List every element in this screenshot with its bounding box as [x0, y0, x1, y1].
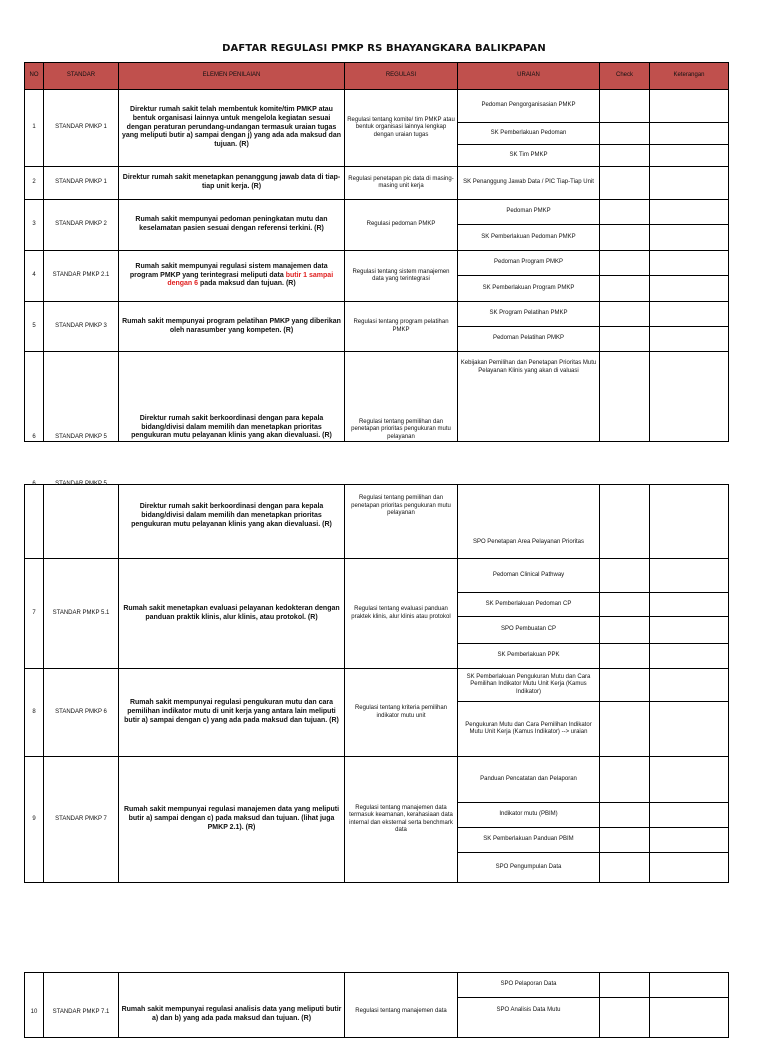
check-cell[interactable]	[600, 998, 650, 1038]
table-row	[25, 167, 729, 200]
row-no: 8	[25, 669, 44, 757]
check-cell[interactable]	[600, 853, 650, 883]
row-regulasi: Regulasi tentang manajemen data termasuk keamanan, kerahasiaan data internal dan eksternal serta benchmark data	[345, 757, 458, 883]
row-regulasi: Regulasi tentang manajemen data	[345, 973, 458, 1038]
row-no: 1	[25, 90, 44, 167]
row-uraian: Pedoman PMKP	[458, 200, 600, 225]
keterangan-cell[interactable]	[650, 757, 729, 803]
check-cell[interactable]	[600, 593, 650, 617]
check-cell[interactable]	[600, 828, 650, 853]
page-section-2	[0, 481, 768, 881]
check-cell[interactable]	[600, 803, 650, 828]
row-uraian: SK Pemberlakuan Panduan PBIM	[458, 828, 600, 853]
row-standar: STANDAR PMKP 6	[44, 669, 119, 757]
row-uraian: SK Pemberlakuan Pengukuran Mutu dan Cara Pemilihan Indikator Mutu Unit Kerja (Kamus Indikator)	[458, 669, 600, 702]
row-uraian: Kebijakan Pemilihan dan Penetapan Prioritas Mutu Pelayanan Klinis yang akan di valuasi	[458, 352, 600, 442]
row-elemen: Rumah sakit mempunyai regulasi manajemen data yang meliputi butir a) sampai dengan c) pada maksud dan tujuan. (lihat juga PMKP 2.1). (R)	[119, 757, 345, 883]
row-elemen: Direktur rumah sakit berkoordinasi dengan para kepala bidang/divisi dalam memilih dan menetapkan prioritas pengukuran mutu pelayanan klinis yang akan dievaluasi. (R)	[119, 485, 345, 559]
keterangan-cell[interactable]	[650, 853, 729, 883]
row-standar: STANDAR PMKP 7	[44, 757, 119, 883]
check-cell[interactable]	[600, 302, 650, 327]
check-cell[interactable]	[600, 327, 650, 352]
keterangan-cell[interactable]	[650, 200, 729, 225]
check-cell[interactable]	[600, 702, 650, 757]
row-uraian: SPO Pelaporan Data	[458, 973, 600, 998]
keterangan-cell[interactable]	[650, 593, 729, 617]
row-no: 5	[25, 302, 44, 352]
row-standar: STANDAR PMKP 2	[44, 200, 119, 251]
check-cell[interactable]	[600, 352, 650, 442]
row-uraian: SK Tim PMKP	[458, 145, 600, 167]
row-uraian: SK Pemberlakuan Pedoman	[458, 123, 600, 145]
keterangan-cell[interactable]	[650, 644, 729, 669]
row-standar: STANDAR PMKP 1	[44, 90, 119, 167]
row-no: 2	[25, 167, 44, 200]
row-elemen: Rumah sakit mempunyai pedoman peningkatan mutu dan keselamatan pasien sesuai dengan referensi terkini. (R)	[119, 200, 345, 251]
check-cell[interactable]	[600, 973, 650, 998]
row-no: 6	[32, 481, 36, 487]
keterangan-cell[interactable]	[650, 559, 729, 593]
check-cell[interactable]	[600, 145, 650, 167]
keterangan-cell[interactable]	[650, 617, 729, 644]
row-regulasi: Regulasi tentang komite/ tim PMKP atau bentuk organisasi lainnya lengkap dengan uraian tugas	[345, 90, 458, 167]
regulation-table-part-3	[24, 972, 729, 1038]
row-uraian: SPO Penetapan Area Pelayanan Prioritas	[458, 485, 600, 559]
row-no: 3	[25, 200, 44, 251]
row-uraian: SK Pemberlakuan PPK	[458, 644, 600, 669]
row-standar: STANDAR PMKP 2.1	[44, 251, 119, 302]
check-cell[interactable]	[600, 617, 650, 644]
row-uraian: Pedoman Pengorganisasian PMKP	[458, 90, 600, 123]
row-uraian: Panduan Pencatatan dan Pelaporan	[458, 757, 600, 803]
row-uraian: SK Pemberlakuan Program PMKP	[458, 276, 600, 302]
row-uraian: SPO Pembuatan CP	[458, 617, 600, 644]
row-uraian: SK Pemberlakuan Pedoman PMKP	[458, 225, 600, 251]
keterangan-cell[interactable]	[650, 251, 729, 276]
table-row	[25, 485, 729, 559]
row-regulasi: Regulasi tentang program pelatihan PMKP	[345, 302, 458, 352]
row-elemen: Direktur rumah sakit telah membentuk komite/tim PMKP atau bentuk organisasi lainnya untuk mengelola kegiatan sesuai dengan peraturan perundang-undangan termasuk uraian tugas yang meliputi butir a) sampai dengan j) yang ada ada maksud dan tujuan. (R)	[119, 90, 345, 167]
row-regulasi: Regulasi tentang kriteria pemilihan indikator mutu unit	[345, 669, 458, 757]
keterangan-cell[interactable]	[650, 803, 729, 828]
check-cell[interactable]	[600, 669, 650, 702]
keterangan-cell[interactable]	[650, 302, 729, 327]
row-uraian: Pedoman Clinical Pathway	[458, 559, 600, 593]
row-uraian: SK Penanggung Jawab Data / PIC Tiap-Tiap Unit	[458, 167, 600, 200]
page-section-1	[0, 0, 768, 440]
header-standar: STANDAR	[44, 63, 119, 90]
keterangan-cell[interactable]	[650, 973, 729, 998]
page-section-3	[0, 972, 768, 1024]
keterangan-cell[interactable]	[650, 828, 729, 853]
row-regulasi: Regulasi tentang evaluasi panduan praktek klinis, alur klinis atau protokol	[345, 559, 458, 669]
page-title: DAFTAR REGULASI PMKP RS BHAYANGKARA BALIKPAPAN	[222, 43, 546, 54]
row-standar: STANDAR PMKP 5	[55, 481, 107, 487]
elemen-text: Rumah sakit mempunyai regulasi sistem manajemen data program PMKP yang terintegrasi meliputi data	[129, 262, 328, 279]
row-regulasi: Regulasi tentang pemilihan dan penetapan prioritas pengukuran mutu pelayanan	[345, 352, 458, 442]
keterangan-cell[interactable]	[650, 276, 729, 302]
table-row	[25, 200, 729, 225]
row-standar: STANDAR PMKP 5	[44, 352, 119, 442]
row-elemen: Direktur rumah sakit berkoordinasi dengan para kepala bidang/divisi dalam memilih dan menetapkan prioritas pengukuran mutu pelayanan klinis yang akan dievaluasi. (R)	[119, 352, 345, 442]
keterangan-cell[interactable]	[650, 485, 729, 559]
check-cell[interactable]	[600, 90, 650, 123]
row-uraian: Indikator mutu (PBIM)	[458, 803, 600, 828]
row-no: 4	[25, 251, 44, 302]
keterangan-cell[interactable]	[650, 998, 729, 1038]
keterangan-cell[interactable]	[650, 123, 729, 145]
row-elemen: Rumah sakit mempunyai regulasi pengukuran mutu dan cara pemilihan indikator mutu di unit kerja yang antara lain meliputi butir a) sampai dengan c) yang ada pada maksud dan tujuan. (R)	[119, 669, 345, 757]
table-row	[25, 757, 729, 803]
row-elemen: Rumah sakit menetapkan evaluasi pelayanan kedokteran dengan panduan praktik klinis, alur klinis, atau protokol. (R)	[119, 559, 345, 669]
row-regulasi: Regulasi tentang sistem manajemen data yang terintegrasi	[345, 251, 458, 302]
row-uraian: SPO Pengumpulan Data	[458, 853, 600, 883]
regulation-table-part-1	[24, 62, 729, 442]
check-cell[interactable]	[600, 123, 650, 145]
row-elemen: Direktur rumah sakit menetapkan penanggung jawab data di tiap-tiap unit kerja. (R)	[119, 167, 345, 200]
row-regulasi: Regulasi pedoman PMKP	[345, 200, 458, 251]
keterangan-cell[interactable]	[650, 669, 729, 702]
keterangan-cell[interactable]	[650, 167, 729, 200]
header-no: NO	[25, 63, 44, 90]
row-standar-continued	[44, 481, 119, 559]
table-row	[25, 302, 729, 327]
row-elemen	[119, 251, 345, 302]
header-uraian: URAIAN	[458, 63, 600, 90]
header-check: Check	[600, 63, 650, 90]
row-standar: STANDAR PMKP 3	[44, 302, 119, 352]
check-cell[interactable]	[600, 167, 650, 200]
keterangan-cell[interactable]	[650, 352, 729, 442]
row-no: 9	[25, 757, 44, 883]
check-cell[interactable]	[600, 757, 650, 803]
keterangan-cell[interactable]	[650, 327, 729, 352]
check-cell[interactable]	[600, 485, 650, 559]
header-keterangan: Keterangan	[650, 63, 729, 90]
row-uraian: Pedoman Program PMKP	[458, 251, 600, 276]
keterangan-cell[interactable]	[650, 90, 729, 123]
keterangan-cell[interactable]	[650, 225, 729, 251]
keterangan-cell[interactable]	[650, 702, 729, 757]
row-standar: STANDAR PMKP 5.1	[44, 559, 119, 669]
row-no: 10	[25, 973, 44, 1038]
header-regulasi: REGULASI	[345, 63, 458, 90]
elemen-highlight: butir 1 sampai dengan 6	[167, 271, 334, 288]
check-cell[interactable]	[600, 251, 650, 276]
check-cell[interactable]	[600, 644, 650, 669]
row-elemen: Rumah sakit mempunyai regulasi analisis data yang meliputi butir a) dan b) yang ada pada maksud dan tujuan. (R)	[119, 973, 345, 1038]
row-regulasi: Regulasi tentang pemilihan dan penetapan prioritas pengukuran mutu pelayanan	[345, 485, 458, 559]
table-row	[25, 352, 729, 442]
row-uraian: SK Pemberlakuan Pedoman CP	[458, 593, 600, 617]
row-uraian: SK Program Pelatihan PMKP	[458, 302, 600, 327]
table-header-row	[25, 63, 729, 90]
row-uraian: Pengukuran Mutu dan Cara Pemilihan Indikator Mutu Unit Kerja (Kamus Indikator) --> uraian	[458, 702, 600, 757]
table-row	[25, 90, 729, 123]
check-cell[interactable]	[600, 200, 650, 225]
elemen-text: pada maksud dan tujuan. (R)	[198, 280, 296, 288]
row-no-continued	[25, 481, 44, 559]
row-standar: STANDAR PMKP 1	[44, 167, 119, 200]
row-uraian: Pedoman Pelatihan PMKP	[458, 327, 600, 352]
keterangan-cell[interactable]	[650, 145, 729, 167]
row-elemen: Rumah sakit mempunyai program pelatihan PMKP yang diberikan oleh narasumber yang kompeten. (R)	[119, 302, 345, 352]
header-elemen: ELEMEN PENILAIAN	[119, 63, 345, 90]
table-row	[25, 669, 729, 702]
row-uraian: SPO Analisis Data Mutu	[458, 998, 600, 1038]
row-regulasi: Regulasi penetapan pic data di masing-masing unit kerja	[345, 167, 458, 200]
table-row	[25, 973, 729, 998]
row-no: 6	[25, 352, 44, 442]
check-cell[interactable]	[600, 225, 650, 251]
check-cell[interactable]	[600, 276, 650, 302]
check-cell[interactable]	[600, 559, 650, 593]
table-row	[25, 251, 729, 276]
regulation-table-part-2	[24, 481, 729, 883]
table-row	[25, 559, 729, 593]
row-standar: STANDAR PMKP 7.1	[44, 973, 119, 1038]
row-no: 7	[25, 559, 44, 669]
